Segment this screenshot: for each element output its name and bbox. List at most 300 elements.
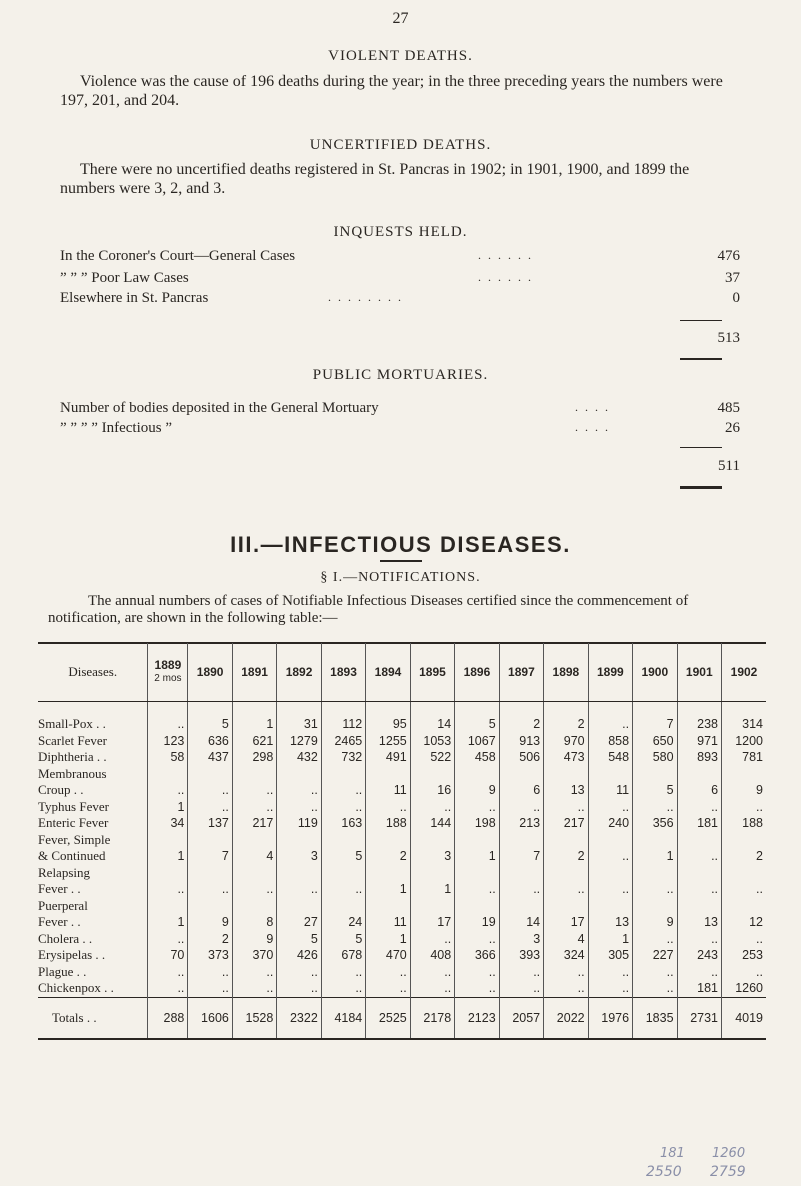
table-row <box>38 914 766 931</box>
table-cell: 119 <box>277 815 321 832</box>
table-cell <box>188 832 232 849</box>
table-cell: 2 <box>366 848 410 865</box>
table-cell: 243 <box>677 947 721 964</box>
table-cell: 213 <box>499 815 543 832</box>
inquest-row <box>60 270 740 290</box>
table-cell <box>588 898 632 915</box>
table-cell: .. <box>321 964 365 981</box>
table-cell: 473 <box>544 749 588 766</box>
table-row <box>38 815 766 832</box>
table-cell: 14 <box>499 914 543 931</box>
mortuary-row-label: ” ” ” ” Infectious ” <box>60 420 173 436</box>
handwritten-note: 1260 <box>712 1146 746 1161</box>
table-cell: .. <box>722 799 766 816</box>
table-cell <box>410 766 454 783</box>
table-cell: 5 <box>321 848 365 865</box>
leader-dots: . . . . <box>575 420 610 434</box>
inquest-row-value: 476 <box>717 248 740 264</box>
table-cell: .. <box>148 782 188 799</box>
disease-label: & Continued <box>38 848 106 864</box>
table-cell: .. <box>588 980 632 997</box>
table-cell: .. <box>277 782 321 799</box>
table-cell: 732 <box>321 749 365 766</box>
table-cell <box>633 766 677 783</box>
year-header: 1893 <box>321 643 365 702</box>
table-cell: 314 <box>722 716 766 733</box>
table-cell <box>499 832 543 849</box>
table-cell <box>148 832 188 849</box>
table-cell <box>499 865 543 882</box>
sum-double-rule <box>680 358 722 360</box>
table-cell: 1 <box>148 799 188 816</box>
table-cell: .. <box>232 782 276 799</box>
disease-label: Small-Pox . . <box>38 716 106 732</box>
mortuary-row <box>60 420 740 440</box>
table-cell: 858 <box>588 733 632 750</box>
table-cell: .. <box>321 881 365 898</box>
table-cell: .. <box>455 931 499 948</box>
table-cell <box>499 898 543 915</box>
table-cell: 650 <box>633 733 677 750</box>
mortuary-row-value: 485 <box>717 400 740 416</box>
year-header-label: 1889 <box>154 658 182 672</box>
totals-cell: 1606 <box>188 997 232 1039</box>
table-cell: 5 <box>277 931 321 948</box>
table-cell: .. <box>544 881 588 898</box>
table-cell: .. <box>499 964 543 981</box>
table-cell <box>277 865 321 882</box>
totals-cell: 2057 <box>499 997 543 1039</box>
table-cell <box>148 898 188 915</box>
table-cell: 393 <box>499 947 543 964</box>
table-cell: 4 <box>544 931 588 948</box>
table-cell: 2 <box>722 848 766 865</box>
table-cell <box>321 832 365 849</box>
table-cell: .. <box>148 881 188 898</box>
table-cell: .. <box>499 881 543 898</box>
table-cell: 7 <box>188 848 232 865</box>
year-header: 1896 <box>455 643 499 702</box>
table-cell <box>188 766 232 783</box>
table-cell <box>232 865 276 882</box>
table-cell: 70 <box>148 947 188 964</box>
table-cell: .. <box>366 799 410 816</box>
leader-dots: . . . . . . . . <box>328 290 403 304</box>
page-number: 27 <box>392 10 409 27</box>
table-cell: 373 <box>188 947 232 964</box>
table-cell: 7 <box>633 716 677 733</box>
leader-dots: . . . . . . <box>478 270 533 284</box>
table-cell: .. <box>544 980 588 997</box>
mortuaries-heading: PUBLIC MORTUARIES. <box>312 367 489 383</box>
totals-cell: 288 <box>148 997 188 1039</box>
table-cell: 5 <box>321 931 365 948</box>
table-cell: 31 <box>277 716 321 733</box>
table-cell: .. <box>722 931 766 948</box>
table-cell: 217 <box>232 815 276 832</box>
table-cell: .. <box>633 799 677 816</box>
leader-dots: . . . . . . <box>478 248 533 262</box>
disease-label: Cholera . . <box>38 930 93 946</box>
table-cell: 426 <box>277 947 321 964</box>
table-cell: .. <box>232 980 276 997</box>
table-cell: .. <box>277 964 321 981</box>
table-cell: 1200 <box>722 733 766 750</box>
table-cell: .. <box>588 848 632 865</box>
table-cell: .. <box>188 964 232 981</box>
table-cell: 1 <box>366 881 410 898</box>
mortuary-row-value: 26 <box>725 420 740 436</box>
table-cell: .. <box>410 964 454 981</box>
mortuary-row-label: Number of bodies deposited in the General Mortuary <box>60 400 379 416</box>
table-cell: 217 <box>544 815 588 832</box>
disease-label: Fever . . <box>38 914 81 930</box>
handwritten-note: 2759 <box>710 1164 746 1180</box>
year-header: 1902 <box>722 643 766 702</box>
table-cell: 1279 <box>277 733 321 750</box>
table-row <box>38 898 766 915</box>
table-cell <box>677 832 721 849</box>
table-cell: 27 <box>277 914 321 931</box>
table-row <box>38 980 766 997</box>
disease-label: Diphtheria . . <box>38 749 107 765</box>
table-cell <box>722 898 766 915</box>
table-cell: .. <box>232 964 276 981</box>
totals-cell: 2022 <box>544 997 588 1039</box>
sum-rule <box>680 447 722 448</box>
table-cell: .. <box>188 782 232 799</box>
table-cell: 123 <box>148 733 188 750</box>
violent-deaths-heading: VIOLENT DEATHS. <box>328 48 473 64</box>
table-cell: 253 <box>722 947 766 964</box>
table-cell: .. <box>410 980 454 997</box>
table-cell: .. <box>588 799 632 816</box>
table-cell: .. <box>499 980 543 997</box>
table-cell <box>232 766 276 783</box>
handwritten-note: 2550 <box>646 1164 682 1180</box>
year-header: 1894 <box>366 643 410 702</box>
table-cell: .. <box>633 964 677 981</box>
table-cell <box>366 865 410 882</box>
table-cell <box>588 766 632 783</box>
table-cell: .. <box>148 931 188 948</box>
table-cell: 893 <box>677 749 721 766</box>
year-header: 1901 <box>677 643 721 702</box>
table-cell: .. <box>232 881 276 898</box>
table-cell: 17 <box>544 914 588 931</box>
table-cell <box>277 832 321 849</box>
table-cell <box>188 865 232 882</box>
table-cell <box>722 766 766 783</box>
year-header: 1899 <box>588 643 632 702</box>
table-row <box>38 782 766 799</box>
table-cell: .. <box>499 799 543 816</box>
uncertified-deaths-text: There were no uncertified deaths registered in St. Pancras in 1902; in 1901, 1900, and 1899 the numbers were 3, 2, and 3. <box>60 161 690 197</box>
section-title: III.—INFECTIOUS DISEASES. <box>230 532 571 557</box>
table-cell: 1260 <box>722 980 766 997</box>
table-cell: .. <box>677 848 721 865</box>
year-header-note: 2 mos <box>154 673 182 684</box>
table-cell <box>188 898 232 915</box>
table-cell: 6 <box>677 782 721 799</box>
table-cell <box>677 898 721 915</box>
table-cell: 913 <box>499 733 543 750</box>
table-cell: 188 <box>722 815 766 832</box>
totals-cell: 2178 <box>410 997 454 1039</box>
table-cell <box>455 865 499 882</box>
table-cell: .. <box>277 980 321 997</box>
table-cell: 2465 <box>321 733 365 750</box>
table-cell: 636 <box>188 733 232 750</box>
inquest-row <box>60 290 740 310</box>
table-cell: .. <box>455 799 499 816</box>
disease-label: Chickenpox . . <box>38 980 114 996</box>
inquests-heading: INQUESTS HELD. <box>333 224 468 240</box>
table-row <box>38 881 766 898</box>
table-cell: 458 <box>455 749 499 766</box>
table-cell: 9 <box>633 914 677 931</box>
table-cell: 1 <box>633 848 677 865</box>
table-cell: .. <box>366 964 410 981</box>
table-cell: 971 <box>677 733 721 750</box>
table-cell <box>321 865 365 882</box>
table-cell: 112 <box>321 716 365 733</box>
table-cell: .. <box>633 881 677 898</box>
table-cell: 408 <box>410 947 454 964</box>
table-cell: 298 <box>232 749 276 766</box>
table-cell: 1 <box>148 848 188 865</box>
table-cell: 58 <box>148 749 188 766</box>
table-cell: .. <box>455 980 499 997</box>
title-rule <box>380 560 422 562</box>
leader-dots: . . . . <box>575 400 610 414</box>
table-cell: 1 <box>410 881 454 898</box>
table-cell: 198 <box>455 815 499 832</box>
disease-label: Typhus Fever <box>38 798 109 814</box>
table-cell: .. <box>188 881 232 898</box>
table-cell <box>410 832 454 849</box>
year-header <box>148 643 188 702</box>
mortuary-row <box>60 400 740 420</box>
year-header: 1890 <box>188 643 232 702</box>
table-cell <box>633 865 677 882</box>
table-cell <box>410 898 454 915</box>
table-cell: 970 <box>544 733 588 750</box>
table-cell: 11 <box>588 782 632 799</box>
table-cell: 491 <box>366 749 410 766</box>
disease-label: Croup . . <box>38 782 84 798</box>
table-cell: 678 <box>321 947 365 964</box>
table-cell: 95 <box>366 716 410 733</box>
table-cell <box>366 832 410 849</box>
diseases-column-header: Diseases. <box>38 643 148 702</box>
uncertified-deaths-heading: UNCERTIFIED DEATHS. <box>309 137 492 153</box>
table-row <box>38 832 766 849</box>
table-cell: .. <box>677 799 721 816</box>
disease-label: Enteric Fever <box>38 815 109 831</box>
table-cell: 366 <box>455 947 499 964</box>
table-row <box>38 931 766 948</box>
table-cell: 3 <box>499 931 543 948</box>
table-cell: .. <box>722 964 766 981</box>
table-cell <box>366 766 410 783</box>
table-cell: 13 <box>677 914 721 931</box>
year-header: 1895 <box>410 643 454 702</box>
table-cell: 7 <box>499 848 543 865</box>
table-cell: .. <box>366 980 410 997</box>
inquests-total: 513 <box>717 330 740 346</box>
inquest-row-label: ” ” ” Poor Law Cases <box>60 270 189 286</box>
table-cell: 370 <box>232 947 276 964</box>
totals-label: Totals . . <box>38 997 148 1039</box>
table-cell: .. <box>588 964 632 981</box>
table-cell: 1255 <box>366 733 410 750</box>
table-cell: 137 <box>188 815 232 832</box>
totals-cell: 4184 <box>321 997 365 1039</box>
table-cell: 522 <box>410 749 454 766</box>
table-cell: .. <box>633 980 677 997</box>
table-cell <box>499 766 543 783</box>
table-cell: .. <box>677 881 721 898</box>
table-cell: 781 <box>722 749 766 766</box>
table-cell <box>455 898 499 915</box>
table-cell: 227 <box>633 947 677 964</box>
table-row <box>38 799 766 816</box>
inquest-row-label: In the Coroner's Court—General Cases <box>60 248 296 264</box>
table-cell: 2 <box>499 716 543 733</box>
table-cell: 470 <box>366 947 410 964</box>
table-cell: 188 <box>366 815 410 832</box>
disease-label: Fever, Simple <box>38 831 111 847</box>
table-cell: 144 <box>410 815 454 832</box>
inquest-row-label: Elsewhere in St. Pancras <box>60 290 209 306</box>
table-cell: .. <box>588 716 632 733</box>
table-cell: 17 <box>410 914 454 931</box>
table-cell: .. <box>321 782 365 799</box>
totals-cell: 2525 <box>366 997 410 1039</box>
totals-cell: 4019 <box>722 997 766 1039</box>
table-row <box>38 749 766 766</box>
subsection-title: § I.—NOTIFICATIONS. <box>320 570 481 585</box>
table-cell: .. <box>410 799 454 816</box>
table-cell: 12 <box>722 914 766 931</box>
table-cell: .. <box>544 799 588 816</box>
totals-cell: 2731 <box>677 997 721 1039</box>
table-cell: 181 <box>677 815 721 832</box>
table-cell: 9 <box>455 782 499 799</box>
table-cell <box>321 898 365 915</box>
table-cell <box>544 898 588 915</box>
table-cell: 548 <box>588 749 632 766</box>
table-cell: .. <box>677 931 721 948</box>
table-cell: .. <box>148 964 188 981</box>
table-cell: 5 <box>188 716 232 733</box>
table-spacer-row <box>38 702 766 717</box>
year-header: 1898 <box>544 643 588 702</box>
table-cell: .. <box>232 799 276 816</box>
table-cell: .. <box>410 931 454 948</box>
table-cell <box>544 832 588 849</box>
table-row <box>38 733 766 750</box>
disease-label: Membranous <box>38 765 107 781</box>
inquest-row <box>60 248 740 268</box>
table-cell: 5 <box>455 716 499 733</box>
table-cell <box>588 832 632 849</box>
sum-rule <box>680 320 722 321</box>
table-cell <box>321 766 365 783</box>
table-cell: 2 <box>188 931 232 948</box>
disease-label: Plague . . <box>38 963 87 979</box>
table-cell <box>232 898 276 915</box>
year-header: 1897 <box>499 643 543 702</box>
table-cell: 1 <box>232 716 276 733</box>
table-intro: The annual numbers of cases of Notifiable Infectious Diseases certified since the commencement of notification, are shown in the following table:— <box>48 593 689 626</box>
table-cell: .. <box>455 881 499 898</box>
totals-cell: 2123 <box>455 997 499 1039</box>
table-cell: 16 <box>410 782 454 799</box>
table-row <box>38 766 766 783</box>
table-cell: 3 <box>410 848 454 865</box>
year-header: 1900 <box>633 643 677 702</box>
table-cell: .. <box>633 931 677 948</box>
table-cell: 8 <box>232 914 276 931</box>
table-cell: .. <box>188 799 232 816</box>
table-cell: .. <box>677 964 721 981</box>
table-cell: .. <box>148 980 188 997</box>
table-row <box>38 848 766 865</box>
table-cell: .. <box>588 881 632 898</box>
table-cell <box>232 832 276 849</box>
table-cell: 9 <box>188 914 232 931</box>
inquest-row-value: 37 <box>725 270 740 286</box>
disease-label: Relapsing <box>38 864 90 880</box>
table-cell: 506 <box>499 749 543 766</box>
table-cell: .. <box>188 980 232 997</box>
table-cell <box>544 766 588 783</box>
disease-label: Erysipelas . . <box>38 947 106 963</box>
year-header: 1891 <box>232 643 276 702</box>
table-cell <box>544 865 588 882</box>
table-cell: 1 <box>588 931 632 948</box>
table-cell <box>455 766 499 783</box>
table-cell <box>148 766 188 783</box>
totals-cell: 1528 <box>232 997 276 1039</box>
table-cell <box>588 865 632 882</box>
table-cell <box>455 832 499 849</box>
table-cell: .. <box>544 964 588 981</box>
table-cell: 4 <box>232 848 276 865</box>
table-cell: 14 <box>410 716 454 733</box>
disease-label: Fever . . <box>38 881 81 897</box>
table-cell: 9 <box>232 931 276 948</box>
table-cell <box>677 865 721 882</box>
table-cell: 9 <box>722 782 766 799</box>
table-body <box>38 702 766 998</box>
table-cell: 11 <box>366 914 410 931</box>
table-cell: 19 <box>455 914 499 931</box>
table-cell: .. <box>321 799 365 816</box>
totals-row <box>38 997 766 1039</box>
table-cell: 1 <box>455 848 499 865</box>
table-cell: 163 <box>321 815 365 832</box>
disease-label: Puerperal <box>38 897 88 913</box>
table-cell <box>366 898 410 915</box>
table-cell: 34 <box>148 815 188 832</box>
table-cell: 356 <box>633 815 677 832</box>
table-cell: 1053 <box>410 733 454 750</box>
table-cell <box>410 865 454 882</box>
table-cell: 2 <box>544 716 588 733</box>
